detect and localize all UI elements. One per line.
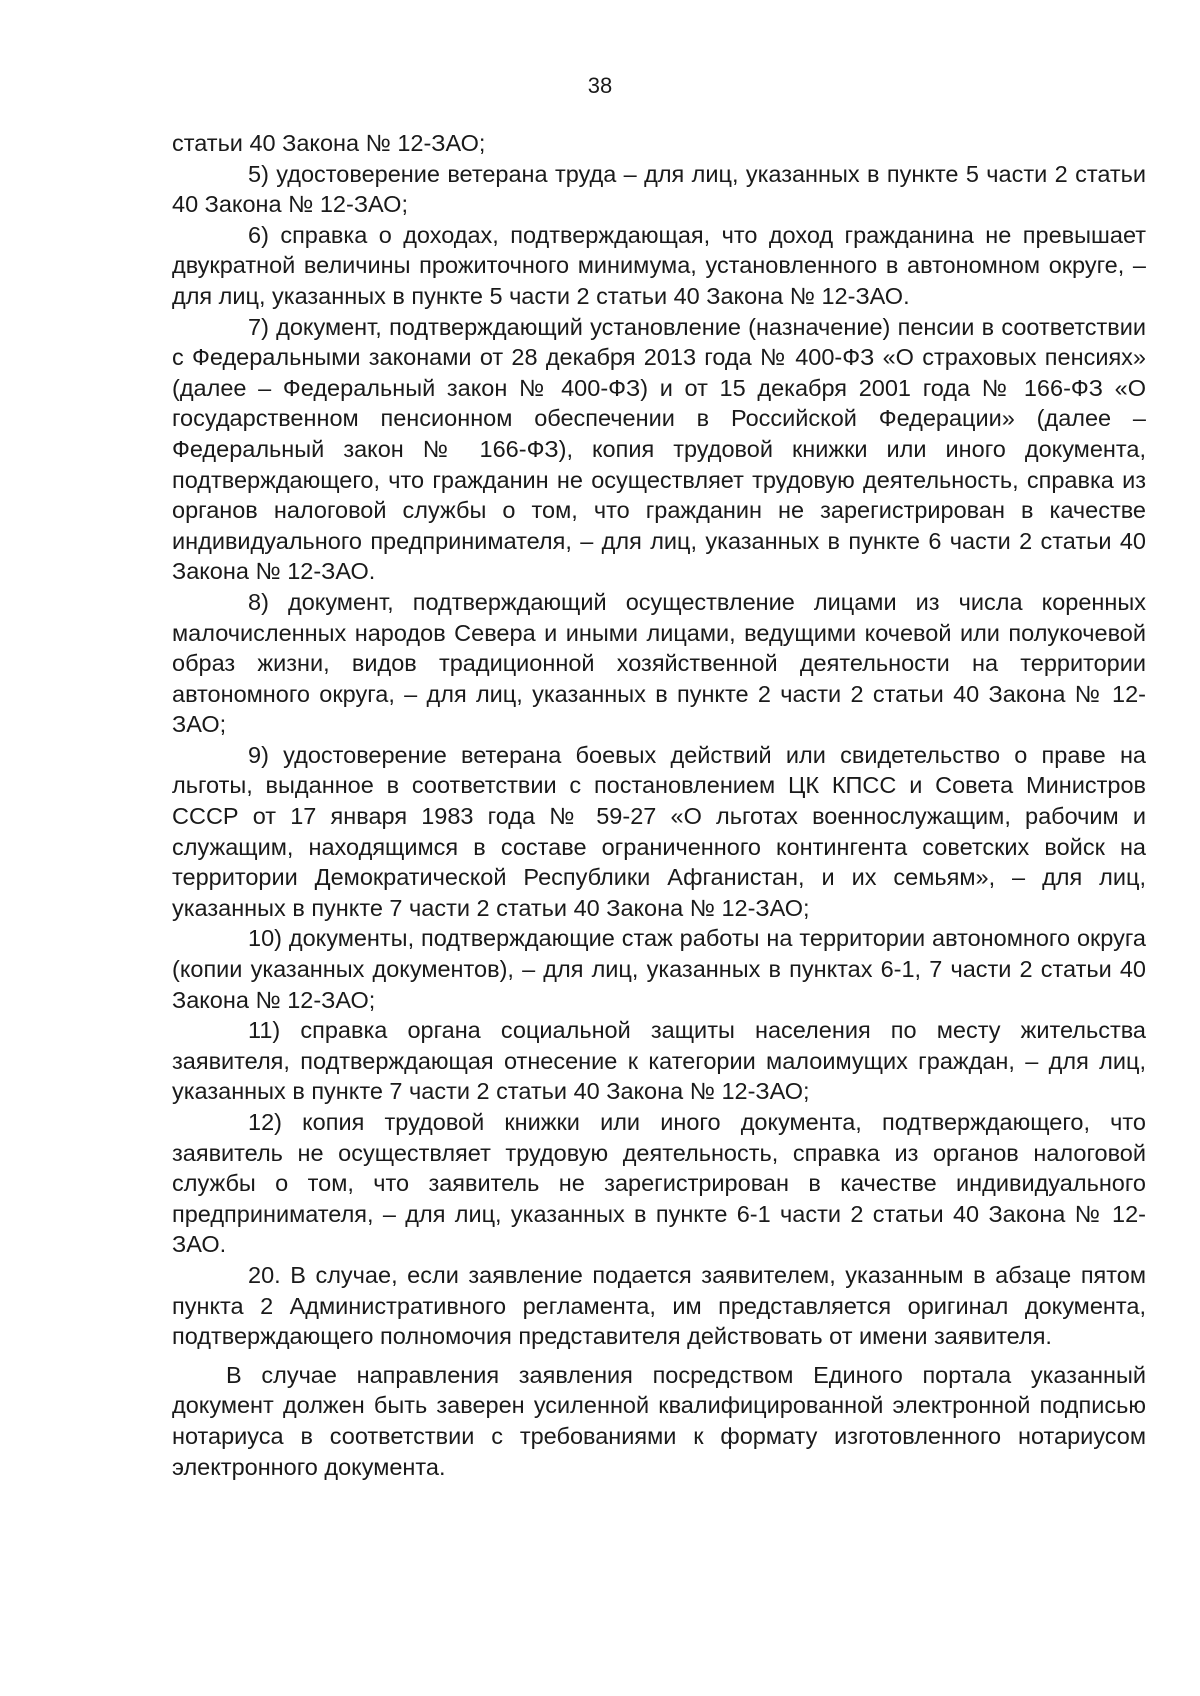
paragraph-item-6: 6) справка о доходах, подтверждающая, что доход гражданина не превышает двукратной величины прожиточного минимума, установленного в автономном округе, – для лиц, указанных в пункте 5 части 2 статьи 40 Закона № 12-ЗАО. (172, 221, 1146, 309)
page-number: 38 (587, 73, 613, 98)
paragraph-section-20: 20. В случае, если заявление подается заявителем, указанным в абзаце пятом пункта 2 Административного регламента, им представляется оригинал документа, подтверждающего полномочия представителя действовать от имени заявителя. (172, 1261, 1146, 1350)
paragraph-item-9: 9) удостоверение ветерана боевых действий или свидетельство о праве на льготы, выданное в соответствии с постановлением ЦК КПСС и Совета Министров СССР от 17 января 1983 года № 59-27 «О льготах военнослужащим, рабочим и служащим, находящимся в составе ограниченного контингента советских войск на территории Демократической Республики Афганистан, и их семьям», – для лиц, указанных в пункте 7 части 2 статьи 40 Закона № 12-ЗАО; (172, 741, 1146, 921)
paragraph-item-8: 8) документ, подтверждающий осуществление лицами из числа коренных малочисленных народов Севера и иными лицами, ведущими кочевой или полукочевой образ жизни, видов традиционной хозяйственной деятельности на территории автономного округа, – для лиц, указанных в пункте 2 части 2 статьи 40 Закона № 12-ЗАО; (172, 588, 1146, 738)
document-body (172, 128, 1146, 1482)
paragraph-item-12: 12) копия трудовой книжки или иного документа, подтверждающего, что заявитель не осуществляет трудовую деятельность, справка из органов налоговой службы о том, что заявитель не зарегистрирован в качестве индивидуального предпринимателя, – для лиц, указанных в пункте 6-1 части 2 статьи 40 Закона № 12-ЗАО. (172, 1109, 1146, 1258)
paragraph-continuation: статьи 40 Закона № 12-ЗАО; (172, 130, 486, 156)
paragraph-item-10: 10) документы, подтверждающие стаж работы на территории автономного округа (копии указанных документов), – для лиц, указанных в пунктах 6-1, 7 части 2 статьи 40 Закона № 12-ЗАО; (172, 925, 1146, 1013)
paragraph-item-5: 5) удостоверение ветерана труда – для лиц, указанных в пункте 5 части 2 статьи 40 Закона № 12-ЗАО; (172, 160, 1146, 218)
paragraph-portal-note: В случае направления заявления посредством Единого портала указанный документ должен быть заверен усиленной квалифицированной электронной подписью нотариуса в соответствии с требованиями к формату изготовленного нотариусом электронного документа. (172, 1361, 1146, 1480)
paragraph-item-11: 11) справка органа социальной защиты населения по месту жительства заявителя, подтверждающая отнесение к категории малоимущих граждан, – для лиц, указанных в пункте 7 части 2 статьи 40 Закона № 12-ЗАО; (172, 1017, 1146, 1105)
paragraph-item-7: 7) документ, подтверждающий установление (назначение) пенсии в соответствии с Федеральными законами от 28 декабря 2013 года № 400-ФЗ «О страховых пенсиях» (далее – Федеральный закон № 400-ФЗ) и от 15 декабря 2001 года № 166-ФЗ «О государственном пенсионном обеспечении в Российской Федерации» (далее – Федеральный закон № 166-ФЗ), копия трудовой книжки или иного документа, подтверждающего, что гражданин не осуществляет трудовую деятельность, справка из органов налоговой службы о том, что гражданин не зарегистрирован в качестве индивидуального предпринимателя, – для лиц, указанных в пункте 6 части 2 статьи 40 Закона № 12-ЗАО. (172, 313, 1146, 585)
